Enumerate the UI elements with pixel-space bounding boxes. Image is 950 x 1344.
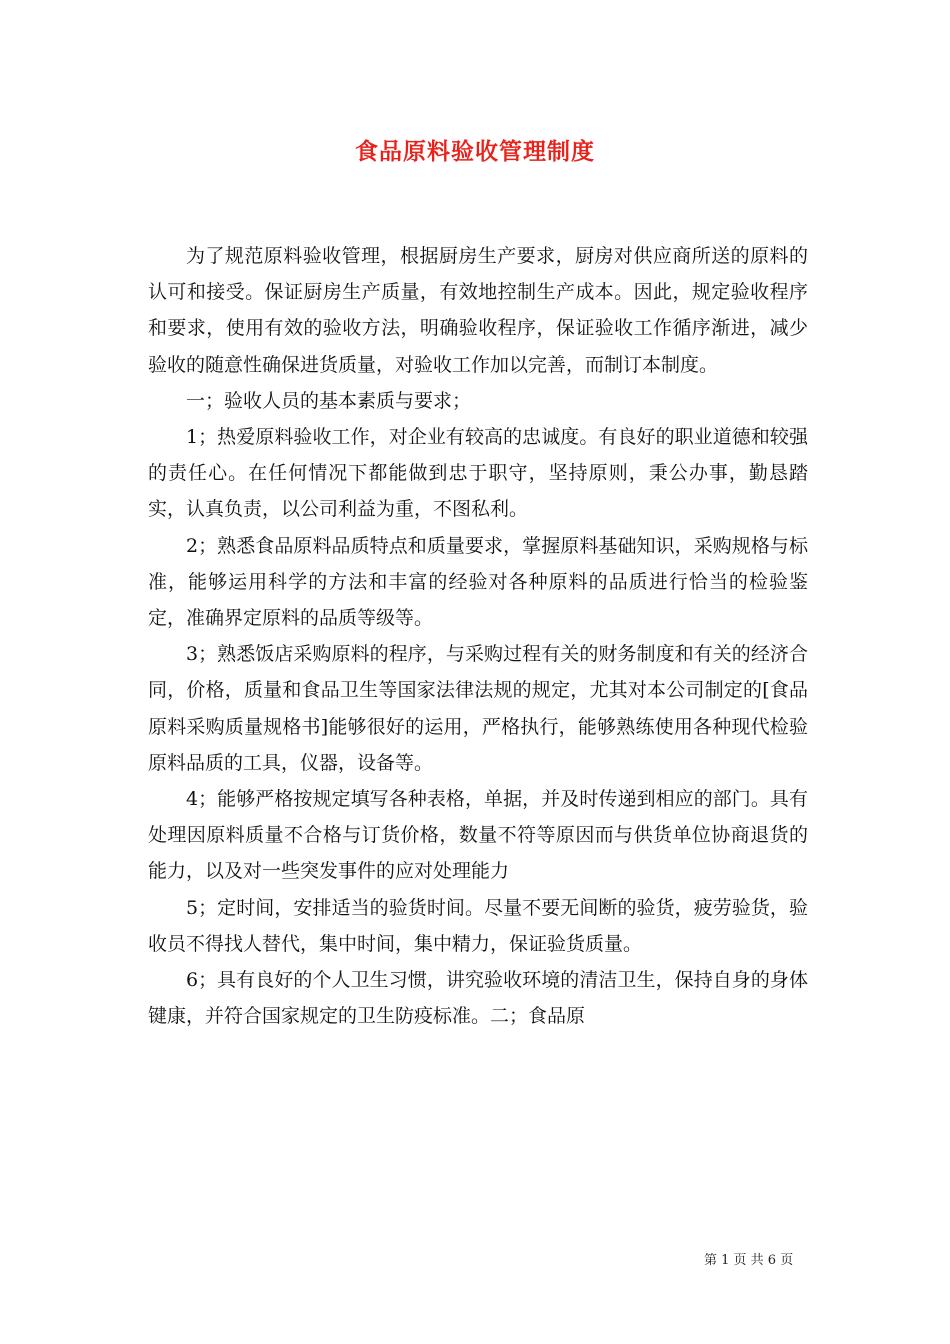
paragraph-item-1: 1；热爱原料验收工作，对企业有较高的忠诚度。有良好的职业道德和较强的责任心。在任何情况下都能做到忠于职守，坚持原则，秉公办事，勤恳踏实，认真负责，以公司利益为重，不图私利。 xyxy=(148,426,808,521)
paragraph-item-3: 3；熟悉饭店采购原料的程序，与采购过程有关的财务制度和有关的经济合同，价格，质量和食品卫生等国家法律法规的规定，尤其对本公司制定的[食品原料采购质量规格书]能够很好的运用，严格执行，能够熟练使用各种现代检验原料品质的工具，仪器，设备等。 xyxy=(148,643,808,774)
paragraph-item-6: 6；具有良好的个人卫生习惯，讲究验收环境的清洁卫生，保持自身的身体键康，并符合国家规定的卫生防疫标准。二；食品原 xyxy=(148,969,808,1028)
section-heading-1: 一；验收人员的基本素质与要求； xyxy=(186,389,472,412)
document-title: 食品原料验收管理制度 xyxy=(355,139,595,165)
page-number: 第 1 页 共 6 页 xyxy=(704,1253,794,1268)
document-body xyxy=(148,238,808,1034)
paragraph-intro: 为了规范原料验收管理，根据厨房生产要求，厨房对供应商所送的原料的认可和接受。保证厨房生产质量，有效地控制生产成本。因此，规定验收程序和要求，使用有效的验收方法，明确验收程序，保证验收工作循序渐进，减少验收的随意性确保进货质量，对验收工作加以完善，而制订本制度。 xyxy=(148,245,808,376)
paragraph-item-4: 4；能够严格按规定填写各种表格，单据，并及时传递到相应的部门。具有处理因原料质量不合格与订货价格，数量不符等原因而与供货单位协商退货的能力，以及对一些突发事件的应对处理能力 xyxy=(148,788,808,883)
paragraph-item-5: 5；定时间，安排适当的验货时间。尽量不要无间断的验货，疲劳验货，验收员不得找人替代，集中时间，集中精力，保证验货质量。 xyxy=(148,896,808,955)
paragraph-item-2: 2；熟悉食品原料品质特点和质量要求，掌握原料基础知识，采购规格与标准，能够运用科学的方法和丰富的经验对各种原料的品质进行恰当的检验鉴定，准确界定原料的品质等级等。 xyxy=(148,534,808,630)
